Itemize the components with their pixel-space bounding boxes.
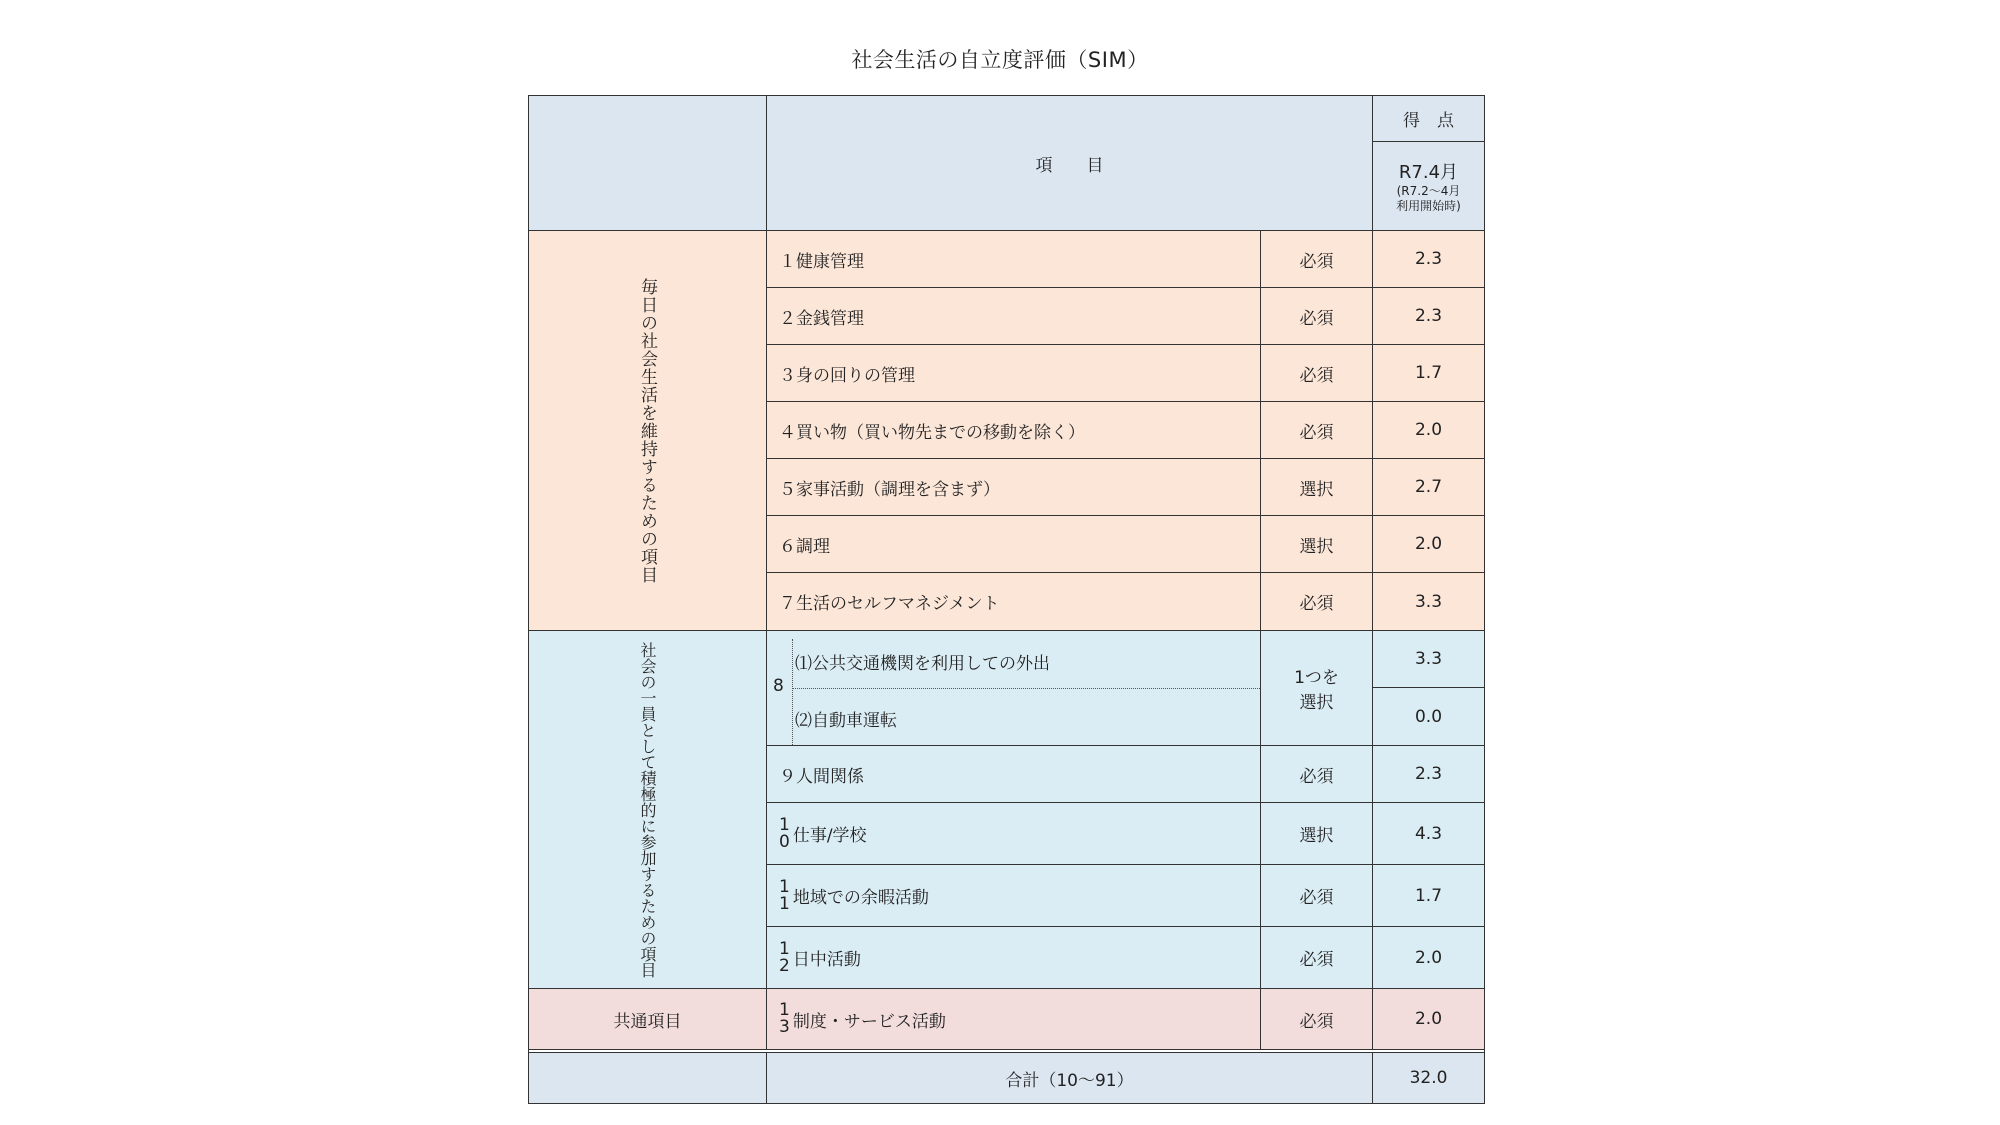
group-common-cell <box>529 989 767 1049</box>
row-9-req-cell <box>1261 746 1373 803</box>
row-5-req: 選択 <box>1299 479 1334 500</box>
row-10-score-cell <box>1373 803 1484 865</box>
row-3-score-cell <box>1373 345 1484 402</box>
row-10-req: 選択 <box>1299 826 1334 846</box>
row-8-score2: 0.0 <box>1414 706 1443 727</box>
row-8-score1-cell <box>1373 631 1484 688</box>
row-8-divider-h <box>792 688 1260 689</box>
header-period-main: R7.4月 <box>1398 162 1459 183</box>
row-10-number-2: 0 <box>779 831 790 852</box>
row-10-item-cell <box>767 803 1261 865</box>
page-title: 社会生活の自立度評価（SIM） <box>851 48 1149 72</box>
row-8-req-cell <box>1261 631 1373 746</box>
total-label-cell <box>767 1053 1373 1103</box>
row-2-label-cell <box>767 288 1261 345</box>
group-daily-cell <box>529 231 767 631</box>
row-9-score: 2.3 <box>1414 764 1443 784</box>
row-13-number-2: 3 <box>779 1017 790 1037</box>
row-1-label: １健康管理 <box>779 251 864 272</box>
row-12-score-cell <box>1373 927 1484 989</box>
row-4-label-cell <box>767 402 1261 459</box>
row-13-score-cell <box>1373 989 1484 1049</box>
row-2-req: 必須 <box>1299 308 1334 329</box>
row-8-score1: 3.3 <box>1414 649 1443 669</box>
row-7-score: 3.3 <box>1414 591 1443 612</box>
row-8-number: 8 <box>773 676 784 696</box>
row-11-number <box>779 876 790 914</box>
group-social-cell <box>529 631 767 989</box>
group-common-label: 共通項目 <box>613 1011 682 1032</box>
row-8-req-line1: 1つを <box>1294 668 1339 688</box>
row-8-item-cell <box>767 631 1261 746</box>
header-period-cell <box>1373 142 1484 231</box>
row-6-score: 2.0 <box>1414 534 1443 554</box>
row-1-score-cell <box>1373 231 1484 288</box>
row-5-label: ５家事活動（調理を含まず） <box>779 479 1000 500</box>
header-item-cell <box>767 96 1373 231</box>
row-3-req-cell <box>1261 345 1373 402</box>
row-11-item-cell <box>767 865 1261 927</box>
row-11-number-1: 1 <box>779 876 790 897</box>
total-score: 32.0 <box>1409 1068 1448 1088</box>
row-4-req-cell <box>1261 402 1373 459</box>
row-12-req: 必須 <box>1299 950 1334 970</box>
row-2-score-cell <box>1373 288 1484 345</box>
row-6-score-cell <box>1373 516 1484 573</box>
total-blank-cell <box>529 1053 767 1103</box>
row-11-number-2: 1 <box>779 893 790 914</box>
row-6-label-cell <box>767 516 1261 573</box>
row-5-score-cell <box>1373 459 1484 516</box>
header-blank-cell <box>529 96 767 231</box>
row-7-req: 必須 <box>1299 594 1334 614</box>
row-6-label: ６調理 <box>779 536 830 557</box>
row-8-req-line2: 選択 <box>1299 693 1334 713</box>
row-12-number <box>779 938 790 976</box>
row-6-req-cell <box>1261 516 1373 573</box>
row-10-number <box>779 814 790 852</box>
header-item-label: 項 目 <box>1035 155 1104 176</box>
header-period-sub1: (R7.2～4月 <box>1396 184 1461 198</box>
row-6-req: 選択 <box>1299 536 1334 557</box>
row-12-score: 2.0 <box>1414 947 1443 968</box>
row-7-label-cell <box>767 573 1261 631</box>
row-13-req: 必須 <box>1299 1011 1334 1032</box>
row-7-req-cell <box>1261 573 1373 631</box>
row-13-number <box>779 1002 790 1036</box>
row-8-score2-cell <box>1373 688 1484 746</box>
row-9-req: 必須 <box>1299 766 1334 787</box>
sim-table <box>528 95 1485 1104</box>
group-daily-label: 毎日の社会生活を維持するための項目 <box>637 277 657 584</box>
row-13-req-cell <box>1261 989 1373 1049</box>
header-score-label: 得 点 <box>1403 111 1454 131</box>
row-9-label: ９人間関係 <box>779 766 864 787</box>
row-10-label: 仕事/学校 <box>792 826 867 846</box>
row-5-label-cell <box>767 459 1261 516</box>
total-score-cell <box>1373 1053 1484 1103</box>
header-score-cell <box>1373 96 1484 142</box>
row-8-divider-v <box>792 639 793 745</box>
row-1-score: 2.3 <box>1414 249 1443 269</box>
group-social-label: 社会の一員として積極的に参加するための項目 <box>638 641 657 978</box>
row-3-req: 必須 <box>1299 365 1334 386</box>
row-1-label-cell <box>767 231 1261 288</box>
row-7-score-cell <box>1373 573 1484 631</box>
row-1-req-cell <box>1261 231 1373 288</box>
row-8-sub2-label: ⑵自動車運転 <box>795 711 897 731</box>
row-8-sub1-label: ⑴公共交通機関を利用しての外出 <box>795 654 1050 674</box>
row-3-label: ３身の回りの管理 <box>779 365 915 386</box>
row-1-req: 必須 <box>1299 251 1334 272</box>
row-2-score: 2.3 <box>1414 306 1443 326</box>
row-2-req-cell <box>1261 288 1373 345</box>
row-7-label: ７生活のセルフマネジメント <box>779 594 1000 614</box>
row-3-label-cell <box>767 345 1261 402</box>
row-2-label: ２金銭管理 <box>779 308 864 329</box>
row-12-item-cell <box>767 927 1261 989</box>
row-10-number-1: 1 <box>779 814 790 835</box>
row-4-score-cell <box>1373 402 1484 459</box>
row-4-label: ４買い物（買い物先までの移動を除く） <box>779 422 1085 443</box>
row-4-score: 2.0 <box>1414 420 1443 440</box>
row-3-score: 1.7 <box>1414 363 1443 383</box>
row-12-label: 日中活動 <box>792 950 861 970</box>
row-13-number-1: 1 <box>779 1000 790 1020</box>
row-13-item-cell <box>767 989 1261 1049</box>
row-5-req-cell <box>1261 459 1373 516</box>
row-9-item-cell <box>767 746 1261 803</box>
row-10-score: 4.3 <box>1414 823 1443 844</box>
header-period-sub2: 利用開始時) <box>1396 199 1461 213</box>
row-11-req: 必須 <box>1299 888 1334 908</box>
row-9-score-cell <box>1373 746 1484 803</box>
row-13-score: 2.0 <box>1414 1009 1443 1029</box>
row-12-number-1: 1 <box>779 938 790 959</box>
total-label: 合計（10～91） <box>1005 1070 1134 1091</box>
row-4-req: 必須 <box>1299 422 1334 443</box>
row-11-req-cell <box>1261 865 1373 927</box>
row-10-req-cell <box>1261 803 1373 865</box>
row-12-number-2: 2 <box>779 955 790 976</box>
row-12-req-cell <box>1261 927 1373 989</box>
row-11-label: 地域での余暇活動 <box>792 888 929 908</box>
row-11-score: 1.7 <box>1414 885 1443 906</box>
row-5-score: 2.7 <box>1414 477 1443 497</box>
row-13-label: 制度・サービス活動 <box>792 1011 946 1032</box>
row-11-score-cell <box>1373 865 1484 927</box>
